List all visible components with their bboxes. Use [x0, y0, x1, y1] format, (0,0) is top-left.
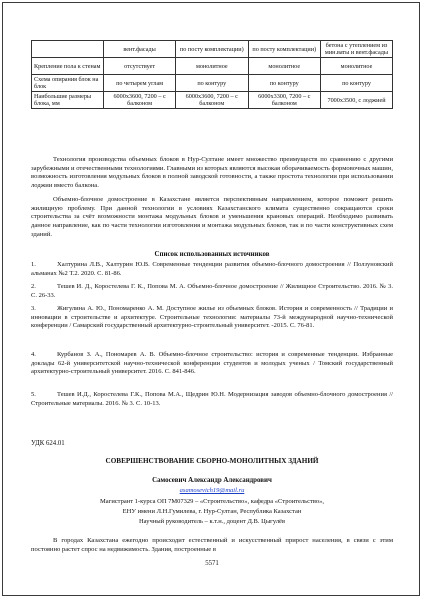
table-cell: 6000х3300, 7200 – с балконом — [248, 92, 320, 109]
table-cell: Схема опирания блок на блок — [32, 75, 104, 92]
table-header-row — [32, 41, 393, 58]
table-cell: монолитное — [321, 58, 393, 75]
reference-number: 3. — [31, 305, 36, 312]
affiliation-line: Научный руководитель – к.т.н., доцент Д.В. Цыгулёв — [138, 518, 286, 525]
intro-paragraph: В городах Казахстана ежегодно происходит естественный и искусственный прирост населения, в связи с этим постоянно растет спрос на недвижимость. Здания, построенные в — [31, 537, 393, 553]
udk-code: УДК 624.01 — [31, 440, 65, 447]
table-cell: по посту комплектации) — [176, 41, 248, 58]
body-paragraph: Технология производства объемных блоков в Нур-Султане имеет множество преимуществ по сравнению с другими зарубежными и отечественными технологиями. Главными из которых являются высокая оборачиваемость формовочных машин, возможность изготовления модульных блоков в полной заводской готовности, а также простота технологии при использовании лоджии вместо балкона. — [31, 156, 393, 190]
table-cell — [32, 41, 104, 58]
reference-number: 4. — [31, 351, 36, 358]
reference-number: 5. — [31, 391, 36, 398]
table-cell: по посту комплектации) — [248, 41, 320, 58]
comparison-table — [31, 40, 393, 109]
table-row — [32, 92, 393, 109]
table-cell: монолитное — [176, 58, 248, 75]
table-cell: по контуру — [248, 75, 320, 92]
author-email-link[interactable]: asamosevich19@mail.ru — [179, 487, 245, 494]
table-cell: монолитное — [248, 58, 320, 75]
reference-number: 1. — [31, 261, 36, 268]
reference-text: Тешев И. Д., Коростелева Г. К., Попова М. А. Объемно-блочное домостроение // Жилищное Строительство. 2016. № 3. С. 26-33. — [31, 283, 393, 299]
table-cell: по контуру — [176, 75, 248, 92]
reference-text: Халтурина Л.В., Халтурин Ю.В. Современные тенденции развития объемно-блочного домостроения // Ползуновский альманах №2 Т.2. 2020. С. 81-86. — [31, 261, 393, 277]
reference-text: Жигулина А. Ю., Пономаренко А. М. Доступное жилье из объемных блоков. История и современность // Традиции и инновации в строительстве и архитектуре. Строительные технологии: материалы 73-й международной научно-технической конференции / Самарский государственный архитектурно-строительный университет. -2015. С. 76-81. — [31, 305, 393, 330]
reference-item — [31, 261, 393, 278]
table-row — [32, 58, 393, 75]
table-cell: Наибольшие размеры блока, мм — [32, 92, 104, 109]
affiliation-line: Магистрант 1-курса ОП 7М07329 – «Строительство», кафедра «Строительство», — [99, 498, 324, 505]
body-paragraph: Объемно-блочное домостроение в Казахстане является перспективным направлением, которое поможет решить жилищную проблему. При данной технологии в условиях Казахстанского климата существенно сокращаются сроки строительства за счёт возможности монтажа модульных блоков и уменьшения крановых операций. Необходимо развивать данное направление, как по части технологии изготовления и монтажа модульных блоков, так и по части конструктивных схем зданий. — [31, 196, 393, 238]
table-cell: 6000х3600, 7200 – с балконом — [176, 92, 248, 109]
author-name: Самосевич Александр Александрович — [152, 477, 272, 484]
affiliation-line: ЕНУ имени Л.Н.Гумилева, г. Нур-Султан, Республика Казахстан — [122, 508, 302, 515]
reference-number: 2. — [31, 283, 36, 290]
reference-item — [31, 283, 393, 300]
reference-item — [31, 351, 393, 377]
table-cell: 6000х3600, 7200 – с балконом — [104, 92, 176, 109]
reference-text: Тешев И.Д., Коростелева Г.К., Попова М.А., Щедрин Ю.Н. Модернизация заводов объемно-блочного домостроения // Строительные материалы. 2016. № 3. С. 10-13. — [31, 391, 393, 407]
references-title: Список использованных источников — [154, 251, 270, 258]
table-cell: отсутствует — [104, 58, 176, 75]
document-page — [2, 2, 420, 596]
table-cell: по контуру — [321, 75, 393, 92]
table-cell: Крепление пола к стенам — [32, 58, 104, 75]
reference-item — [31, 391, 393, 408]
table-row — [32, 75, 393, 92]
table-cell: бетона с утеплением из мин.ваты и вент.фасады — [321, 41, 393, 58]
table-cell: вент.фасады — [104, 41, 176, 58]
reference-item — [31, 305, 393, 331]
table-cell: 7000х3500, с лоджией — [321, 92, 393, 109]
page-number: 5571 — [205, 560, 219, 567]
article-title: СОВЕРШЕНСТВОВАНИЕ СБОРНО-МОНОЛИТНЫХ ЗДАНИЙ — [105, 457, 319, 465]
reference-text: Курбанов З. А., Пономарев А. В. Объемно-блочное строительство: история и современные тенденции. Избранные доклады 62-й университетской научно-технической конференции студентов и молодых ученых / Томский государственный архитектурно-строительный университет. 2016. С. 841-846. — [31, 351, 393, 376]
table-cell: по четырем углам — [104, 75, 176, 92]
